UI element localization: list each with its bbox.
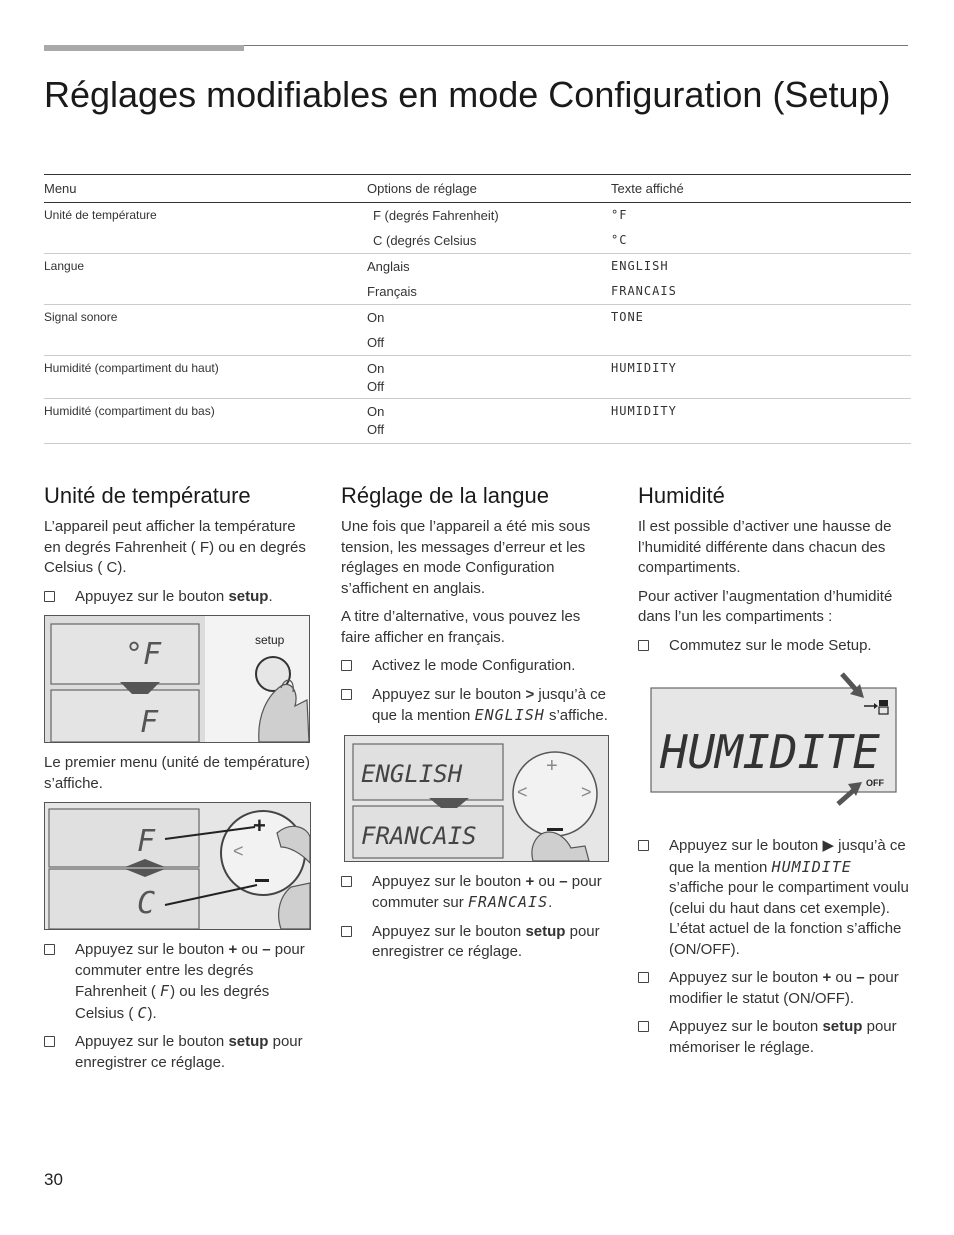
section-heading: Humidité <box>638 483 725 508</box>
checkbox-bullet-icon <box>638 840 649 851</box>
table-row <box>44 254 911 305</box>
checkbox-bullet-icon <box>44 591 55 602</box>
row-display: °C <box>611 233 628 247</box>
row-menu: Humidité (compartiment du haut) <box>44 361 219 375</box>
row-option: Français <box>367 284 417 299</box>
table-header-menu: Menu <box>44 175 367 203</box>
row-option: C (degrés Celsius <box>373 233 477 248</box>
fig-lcd-bottom-text: F <box>140 705 159 740</box>
step-item: Appuyez sur le bouton setup pour enregistrer ce réglage. <box>44 1032 316 1073</box>
checkbox-bullet-icon <box>638 972 649 983</box>
step-item: Appuyez sur le bouton setup pour mémoriser le réglage. <box>638 1017 910 1058</box>
row-display: HUMIDITY <box>611 404 677 418</box>
checkbox-bullet-icon <box>44 944 55 955</box>
row-menu: Unité de température <box>44 208 157 222</box>
row-option: Off <box>367 422 385 437</box>
fig-lcd-f-text: F <box>137 824 156 859</box>
figure-plus-minus-dial <box>44 802 311 930</box>
section-heading: Réglage de la langue <box>341 483 549 508</box>
row-option: F (degrés Fahrenheit) <box>373 208 499 223</box>
play-arrow-icon: ▶ <box>822 837 834 854</box>
fig-off-label: OFF <box>866 778 884 788</box>
column-temperature-unit <box>44 483 316 1081</box>
paragraph: A titre d’alternative, vous pouvez les faire afficher en français. <box>341 608 581 646</box>
paragraph: L’appareil peut afficher la température en degrés Fahrenheit ( F) ou en degrés Celsius ( C). <box>44 518 306 576</box>
paragraph: Le premier menu (unité de température) s’affiche. <box>44 754 310 792</box>
section-heading: Unité de température <box>44 483 251 508</box>
step-item: Appuyez sur le bouton + ou – pour commuter sur FRANCAIS. <box>341 872 613 914</box>
row-option: On <box>367 404 385 419</box>
checkbox-bullet-icon <box>638 640 649 651</box>
row-display: HUMIDITY <box>611 361 677 375</box>
svg-text:<: < <box>233 841 244 861</box>
step-item: Activez le mode Configuration. <box>341 656 613 677</box>
step-item: Appuyez sur le bouton setup pour enregistrer ce réglage. <box>341 922 613 963</box>
row-option: On <box>367 310 385 325</box>
checkbox-bullet-icon <box>341 660 352 671</box>
table-row <box>44 399 911 444</box>
fig-lcd-c-text: C <box>137 886 156 921</box>
row-display: TONE <box>611 310 644 324</box>
svg-text:<: < <box>517 781 528 802</box>
figure-language-dial <box>344 735 609 862</box>
paragraph: Pour activer l’augmentation d’humidité dans l’un les compartiments : <box>638 587 893 625</box>
page-number: 30 <box>44 1170 63 1189</box>
table-header-row <box>44 175 911 203</box>
table-row <box>44 356 911 399</box>
row-display: °F <box>611 208 628 222</box>
row-option: Anglais <box>367 259 410 274</box>
setup-button-label: setup <box>255 633 285 647</box>
table-header-display: Texte affiché <box>611 175 911 203</box>
checkbox-bullet-icon <box>44 1036 55 1047</box>
fig-lcd-humidite-text: HUMIDITE <box>660 725 880 779</box>
step-item: Appuyez sur le bouton setup. <box>44 587 316 608</box>
paragraph: Il est possible d’activer une hausse de l’humidité différente dans chacun des compartiments. <box>638 518 892 576</box>
step-item: Appuyez sur le bouton + ou – pour modifier le statut (ON/OFF). <box>638 968 910 1009</box>
checkbox-bullet-icon <box>638 1021 649 1032</box>
row-display: ENGLISH <box>611 259 669 273</box>
row-option: On <box>367 361 385 376</box>
row-menu: Signal sonore <box>44 310 118 324</box>
checkbox-bullet-icon <box>341 689 352 700</box>
step-item: Appuyez sur le bouton + ou – pour commuter entre les degrés Fahrenheit ( F) ou les degrés Celsius ( C). <box>44 940 316 1024</box>
svg-text:>: > <box>581 781 592 802</box>
page-title: Réglages modifiables en mode Configuration (Setup) <box>44 74 891 115</box>
row-menu: Humidité (compartiment du bas) <box>44 404 215 418</box>
table-row <box>44 203 911 254</box>
fig-lcd-english-text: ENGLISH <box>361 759 463 788</box>
step-item: Commutez sur le mode Setup. <box>638 636 910 657</box>
checkbox-bullet-icon <box>341 876 352 887</box>
table-row <box>44 305 911 356</box>
paragraph: Une fois que l’appareil a été mis sous tension, les messages d’erreur et les réglages en mode Configuration s’affichent en anglais. <box>341 518 591 597</box>
svg-text:+: + <box>253 813 266 838</box>
svg-text:+: + <box>546 754 558 777</box>
top-accent-bar <box>44 45 244 51</box>
figure-humidity-display <box>638 670 910 820</box>
row-display: FRANCAIS <box>611 284 677 298</box>
settings-table <box>44 174 911 444</box>
step-item: Appuyez sur le bouton ▶ jusqu’à ce que la mention HUMIDITE s’affiche pour le compartiment voulu (celui du haut dans cet exemple). L’état actuel de la fonction s’affiche (ON/OFF). <box>638 836 910 960</box>
row-menu: Langue <box>44 259 85 273</box>
step-item: Appuyez sur le bouton > jusqu’à ce que la mention ENGLISH s’affiche. <box>341 685 613 727</box>
figure-setup-button <box>44 615 310 743</box>
fig-lcd-francais-text: FRANCAIS <box>361 821 477 850</box>
row-option: Off <box>367 335 385 350</box>
column-language <box>341 483 613 971</box>
fig-lcd-top-text: °F <box>125 637 162 672</box>
checkbox-bullet-icon <box>341 926 352 937</box>
table-header-options: Options de réglage <box>367 175 611 203</box>
column-humidity <box>638 483 910 1066</box>
row-option: Off <box>367 379 385 394</box>
